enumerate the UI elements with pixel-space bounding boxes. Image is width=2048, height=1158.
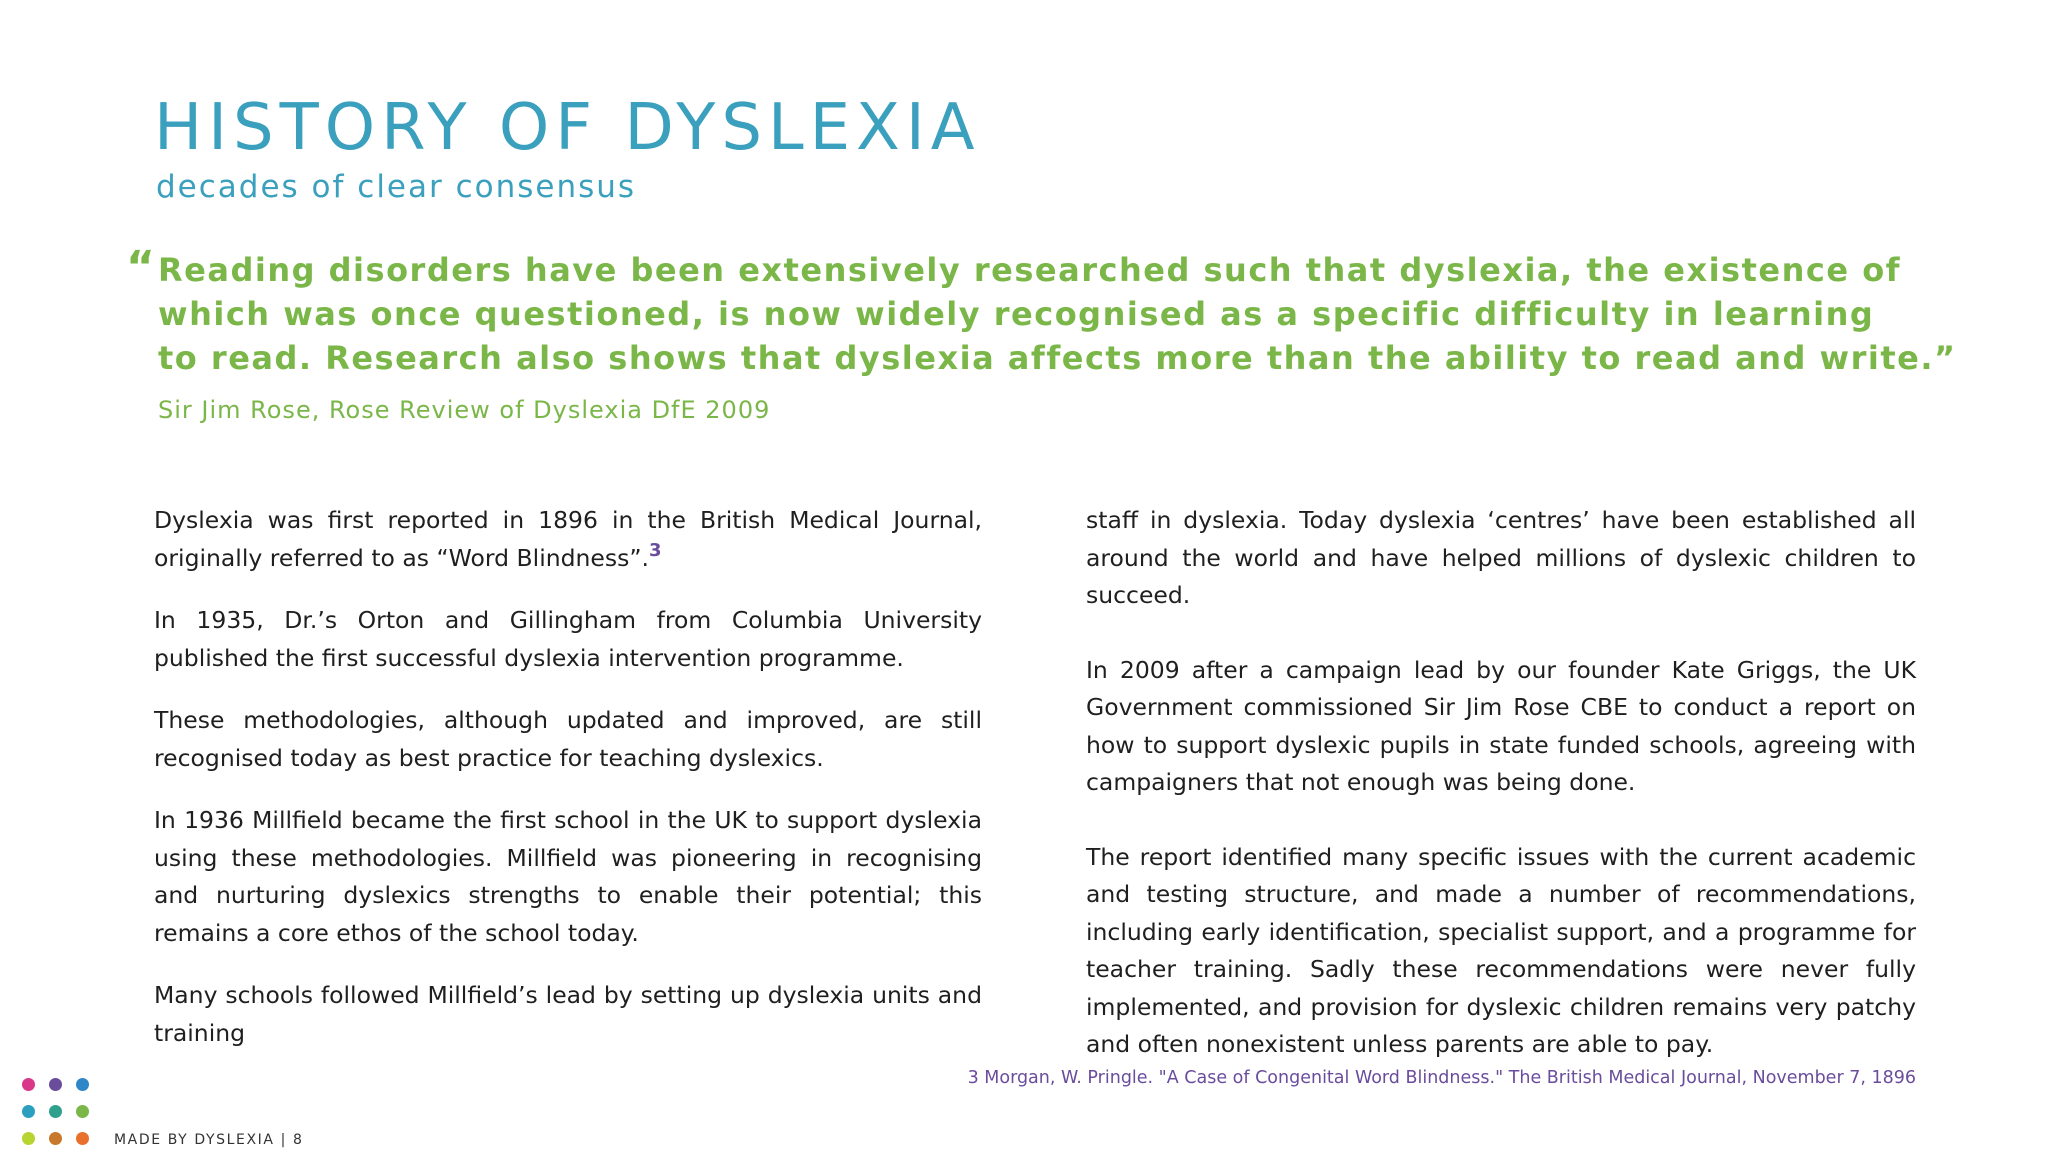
brand-dots-logo xyxy=(22,1078,102,1158)
brand-dot xyxy=(49,1132,62,1145)
brand-dot xyxy=(49,1078,62,1091)
paragraph-text: Dyslexia was first reported in 1896 in the British Medical Journal, originally referred to as “Word Blindness”. xyxy=(154,506,982,572)
pull-quote xyxy=(158,248,1957,380)
brand-dot xyxy=(76,1132,89,1145)
quote-attribution: Sir Jim Rose, Rose Review of Dyslexia DfE 2009 xyxy=(158,396,771,424)
paragraph: staff in dyslexia. Today dyslexia ‘centres’ have been established all around the world and have helped millions of dyslexic children to succeed. xyxy=(1086,506,1916,609)
page-subtitle: decades of clear consensus xyxy=(156,169,637,205)
paragraph: In 2009 after a campaign lead by our founder Kate Griggs, the UK Government commissioned Sir Jim Rose CBE to conduct a report on how to support dyslexic pupils in state funded schools, agreeing with campaigners that not enough was being done. xyxy=(1086,655,1916,796)
footer-page-label: MADE BY DYSLEXIA | 8 xyxy=(114,1132,304,1148)
paragraph: Many schools followed Millfield’s lead by setting up dyslexia units and training xyxy=(154,981,982,1047)
quote-line: which was once questioned, is now widely recognised as a specific difficulty in learning xyxy=(158,295,1875,333)
brand-dot xyxy=(22,1078,35,1091)
quote-line: Reading disorders have been extensively researched such that dyslexia, the existence of xyxy=(158,251,1902,289)
footnote-reference: 3 xyxy=(649,539,662,561)
page-title: HISTORY OF DYSLEXIA xyxy=(154,91,981,165)
brand-dot xyxy=(22,1105,35,1118)
footnote: 3 Morgan, W. Pringle. "A Case of Congenital Word Blindness." The British Medical Journal, November 7, 1896 xyxy=(967,1068,1916,1088)
paragraph xyxy=(154,502,982,577)
paragraph: These methodologies, although updated and improved, are still recognised today as best practice for teaching dyslexics. xyxy=(154,706,982,772)
left-column xyxy=(154,502,982,1077)
brand-dot xyxy=(49,1105,62,1118)
brand-dot xyxy=(76,1078,89,1091)
right-column xyxy=(1086,502,1916,1101)
quote-line: to read. Research also shows that dyslexia affects more than the ability to read and write.” xyxy=(158,339,1957,377)
paragraph: In 1935, Dr.’s Orton and Gillingham from Columbia University published the first successful dyslexia intervention programme. xyxy=(154,606,982,672)
paragraph: In 1936 Millfield became the first school in the UK to support dyslexia using these methodologies. Millfield was pioneering in recognising and nurturing dyslexics strengths to enable their potential; this remains a core ethos of the school today. xyxy=(154,806,982,947)
brand-dot xyxy=(76,1105,89,1118)
paragraph: The report identified many specific issues with the current academic and testing structure, and made a number of recommendations, including early identification, specialist support, and a programme for teacher training. Sadly these recommendations were never fully implemented, and provision for dyslexic children remains very patchy and often nonexistent unless parents are able to pay. xyxy=(1086,842,1916,1058)
brand-dot xyxy=(22,1132,35,1145)
open-quote-mark: “ xyxy=(126,242,155,293)
